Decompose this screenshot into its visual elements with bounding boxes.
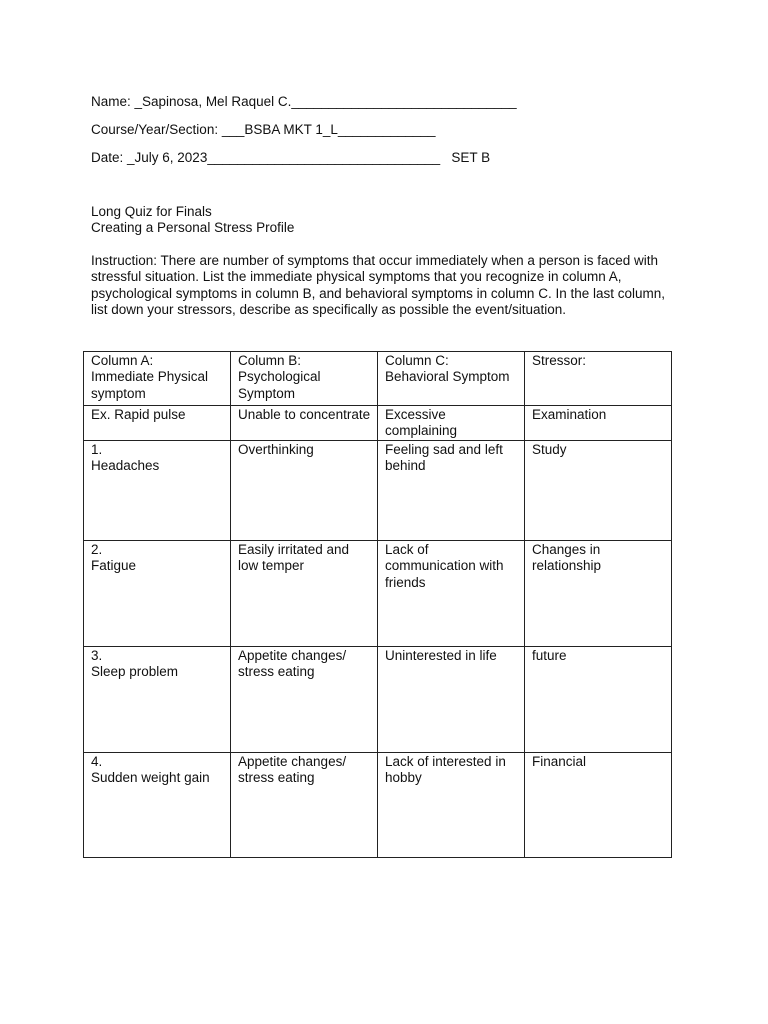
table-cell: Lack of communication with friends bbox=[378, 540, 525, 646]
stress-profile-table bbox=[83, 351, 672, 858]
table-row bbox=[84, 440, 672, 540]
table-cell: Overthinking bbox=[231, 440, 378, 540]
table-cell: Appetite changes/ stress eating bbox=[231, 646, 378, 752]
table-cell: 1. Headaches bbox=[84, 440, 231, 540]
table-cell: 3. Sleep problem bbox=[84, 646, 231, 752]
table-row bbox=[84, 646, 672, 752]
table-cell: Feeling sad and left behind bbox=[378, 440, 525, 540]
instruction-text: Instruction: There are number of symptoms that occur immediately when a person is faced with stressful situation. List the immediate physical symptoms that you recognize in column A, psychological symptoms in column B, and behavioral symptoms in column C. In the last column, list down your stressors, describe as specifically as possible the event/situation. bbox=[91, 253, 666, 318]
header-cell: Column C: Behavioral Symptom bbox=[378, 352, 525, 406]
table-cell: Financial bbox=[525, 752, 672, 857]
table-cell: Appetite changes/ stress eating bbox=[231, 752, 378, 857]
table-header-row bbox=[84, 352, 672, 406]
table-row bbox=[84, 752, 672, 857]
header-cell: Stressor: bbox=[525, 352, 672, 406]
table-cell: future bbox=[525, 646, 672, 752]
date-line: Date: _July 6, 2023_______________________________ SET B bbox=[91, 150, 491, 165]
table-cell: Examination bbox=[525, 406, 672, 441]
table-cell: Unable to concentrate bbox=[231, 406, 378, 441]
quiz-title-block bbox=[91, 204, 294, 236]
table-cell: 2. Fatigue bbox=[84, 540, 231, 646]
course-line: Course/Year/Section: ___BSBA MKT 1_L_____________ bbox=[91, 122, 436, 137]
table-cell: Ex. Rapid pulse bbox=[84, 406, 231, 441]
table-cell: 4. Sudden weight gain bbox=[84, 752, 231, 857]
table-cell: Excessive complaining bbox=[378, 406, 525, 441]
table-cell: Lack of interested in hobby bbox=[378, 752, 525, 857]
table-cell: Uninterested in life bbox=[378, 646, 525, 752]
quiz-subtitle: Creating a Personal Stress Profile bbox=[91, 220, 295, 235]
table-cell: Changes in relationship bbox=[525, 540, 672, 646]
table-cell: Study bbox=[525, 440, 672, 540]
header-cell: Column A: Immediate Physical symptom bbox=[84, 352, 231, 406]
example-row bbox=[84, 406, 672, 441]
table-row bbox=[84, 540, 672, 646]
quiz-title: Long Quiz for Finals bbox=[91, 204, 212, 219]
name-line: Name: _Sapinosa, Mel Raquel C.______________________________ bbox=[91, 94, 517, 109]
table-cell: Easily irritated and low temper bbox=[231, 540, 378, 646]
header-cell: Column B: Psychological Symptom bbox=[231, 352, 378, 406]
